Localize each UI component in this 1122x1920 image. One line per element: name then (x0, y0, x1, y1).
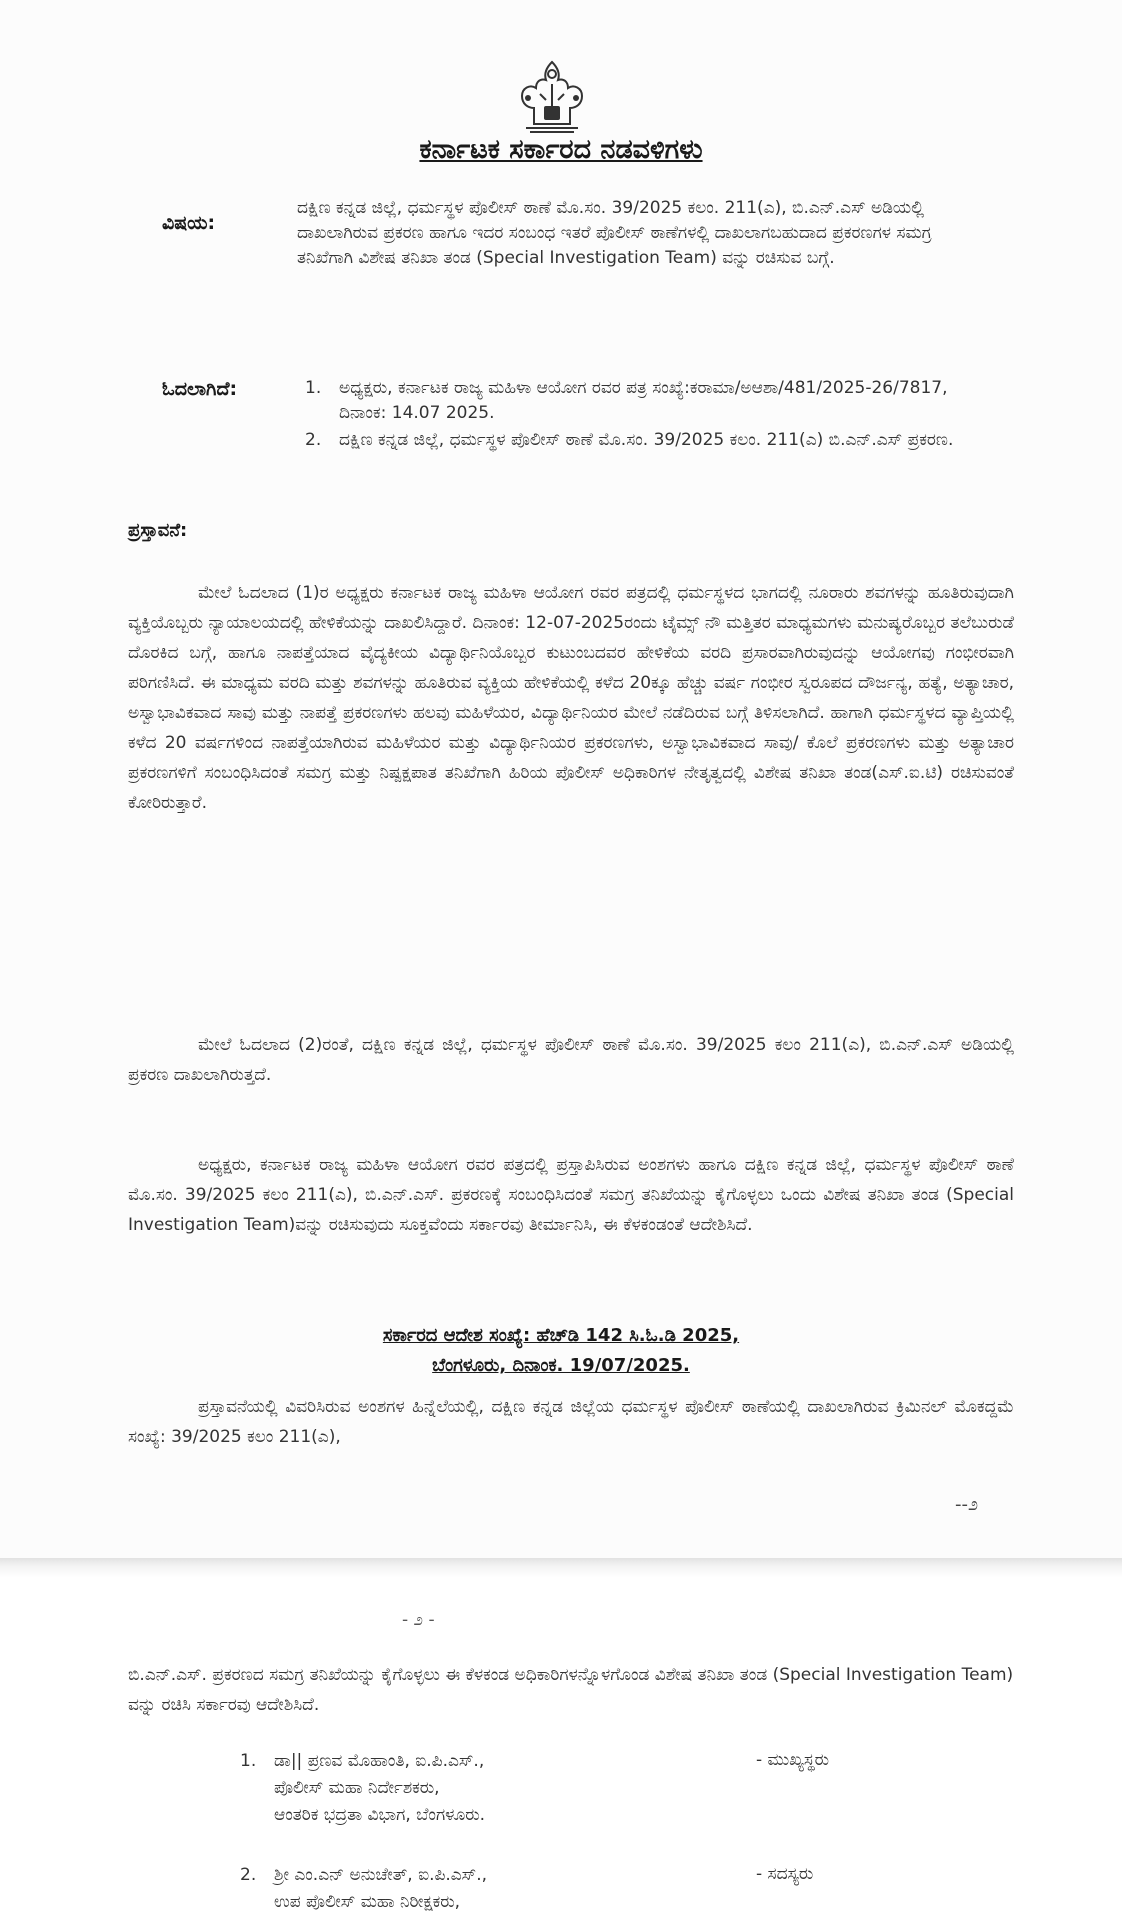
reference-item: 2. ದಕ್ಷಿಣ ಕನ್ನಡ ಜಿಲ್ಲೆ, ಧರ್ಮಸ್ಥಳ ಪೊಲೀಸ್ ಠಾಣೆ ಮೊ.ಸಂ. 39/2025 ಕಲಂ. 211(ಎ) ಬಿ.ಎನ್.ಎಸ್ ಪ್ರಕರಣ. (305, 430, 954, 450)
page-separator (0, 1558, 1122, 1578)
subject-label: ವಿಷಯ: (162, 212, 216, 234)
next-page-marker: --೨ (955, 1494, 979, 1515)
preamble-paragraph-2: ಮೇಲೆ ಓದಲಾದ (2)ರಂತೆ, ದಕ್ಷಿಣ ಕನ್ನಡ ಜಿಲ್ಲೆ, ಧರ್ಮಸ್ಥಳ ಪೊಲೀಸ್ ಠಾಣೆ ಮೊ.ಸಂ. 39/2025 ಕಲಂ 211(ಎ), ಬಿ.ಎನ್.ಎಸ್ ಅಡಿಯಲ್ಲಿ ಪ್ರಕರಣ ದಾಖಲಾಗಿರುತ್ತದೆ. (128, 1035, 1014, 1085)
member-item: 2. ಶ್ರೀ ಎಂ.ಎನ್ ಅನುಚೇತ್, ಐ.ಪಿ.ಎಸ್., ಉಪ ಪೊಲೀಸ್ ಮಹಾ ನಿರೀಕ್ಷಕರು, (240, 1865, 488, 1912)
subject-text: ದಕ್ಷಿಣ ಕನ್ನಡ ಜಿಲ್ಲೆ, ಧರ್ಮಸ್ಥಳ ಪೊಲೀಸ್ ಠಾಣೆ ಮೊ.ಸಂ. 39/2025 ಕಲಂ. 211(ಎ), ಬಿ.ಎನ್.ಎಸ್ ಅಡಿಯಲ್ಲಿ ದಾಖಲಾಗಿರುವ ಪ್ರಕರಣ ಹಾಗೂ ಇದರ ಸಂಬಂಧ ಇತರೆ ಪೊಲೀಸ್ ಠಾಣೆಗಳಲ್ಲಿ ದಾಖಲಾಗಬಹುದಾದ ಪ್ರಕರಣಗಳ ಸಮಗ್ರ ತನಿಖೆಗಾಗಿ ವಿಶೇಷ ತನಿಖಾ ತಂಡ (Special Investigation Team) ವನ್ನು ರಚಿಸುವ ಬಗ್ಗೆ. (297, 198, 932, 268)
document-heading: ಕರ್ನಾಟಕ ಸರ್ಕಾರದ ನಡವಳಿಗಳು (419, 134, 703, 165)
references-label: ಓದಲಾಗಿದೆ: (162, 378, 238, 400)
member-role: - ಸದಸ್ಯರು (756, 1864, 814, 1884)
order-place-date: ಬೆಂಗಳೂರು, ದಿನಾಂಕ. 19/07/2025. (432, 1355, 690, 1376)
preamble-paragraph-3: ಅಧ್ಯಕ್ಷರು, ಕರ್ನಾಟಕ ರಾಜ್ಯ ಮಹಿಳಾ ಆಯೋಗ ರವರ ಪತ್ರದಲ್ಲಿ ಪ್ರಸ್ತಾಪಿಸಿರುವ ಅಂಶಗಳು ಹಾಗೂ ದಕ್ಷಿಣ ಕನ್ನಡ ಜಿಲ್ಲೆ, ಧರ್ಮಸ್ಥಳ ಪೊಲೀಸ್ ಠಾಣೆ ಮೊ.ಸಂ. 39/2025 ಕಲಂ 211(ಎ), ಬಿ.ಎನ್.ಎಸ್. ಪ್ರಕರಣಕ್ಕೆ ಸಂಬಂಧಿಸಿದಂತೆ ಸಮಗ್ರ ತನಿಖೆಯನ್ನು ಕೈಗೊಳ್ಳಲು ಒಂದು ವಿಶೇಷ ತನಿಖಾ ತಂಡ (Special Investigation Team)ವನ್ನು ರಚಿಸುವುದು ಸೂಕ್ತವೆಂದು ಸರ್ಕಾರವು ತೀರ್ಮಾನಿಸಿ, ಈ ಕೆಳಕಂಡಂತೆ ಆದೇಶಿಸಿದೆ. (128, 1155, 1014, 1235)
page2-paragraph: ಬಿ.ಎನ್.ಎಸ್. ಪ್ರಕರಣದ ಸಮಗ್ರ ತನಿಖೆಯನ್ನು ಕೈಗೊಳ್ಳಲು ಈ ಕೆಳಕಂಡ ಅಧಿಕಾರಿಗಳನ್ನೊಳಗೊಂಡ ವಿಶೇಷ ತನಿಖಾ ತಂಡ (Special Investigation Team) ವನ್ನು ರಚಿಸಿ ಸರ್ಕಾರವು ಆದೇಶಿಸಿದೆ. (128, 1665, 1014, 1715)
government-emblem-icon (506, 54, 598, 138)
member-role: - ಮುಖ್ಯಸ್ಥರು (756, 1750, 829, 1770)
order-paragraph: ಪ್ರಸ್ತಾವನೆಯಲ್ಲಿ ವಿವರಿಸಿರುವ ಅಂಶಗಳ ಹಿನ್ನೆಲೆಯಲ್ಲಿ, ದಕ್ಷಿಣ ಕನ್ನಡ ಜಿಲ್ಲೆಯ ಧರ್ಮಸ್ಥಳ ಪೊಲೀಸ್ ಠಾಣೆಯಲ್ಲಿ ದಾಖಲಾಗಿರುವ ಕ್ರಿಮಿನಲ್ ಮೊಕದ್ದಮೆ ಸಂಖ್ಯೆ: 39/2025 ಕಲಂ 211(ಎ), (128, 1397, 1014, 1447)
page-number: - ೨ - (402, 1610, 435, 1630)
member-item: 1. ಡಾ|| ಪ್ರಣವ ಮೊಹಾಂತಿ, ಐ.ಪಿ.ಎಸ್., ಪೊಲೀಸ್ ಮಹಾ ನಿರ್ದೇಶಕರು, ಆಂತರಿಕ ಭದ್ರತಾ ವಿಭಾಗ, ಬೆಂಗಳೂರು. (240, 1751, 486, 1825)
preamble-label: ಪ್ರಸ್ತಾವನೆ: (128, 520, 188, 541)
references-list (305, 376, 955, 455)
reference-item: 1. ಅಧ್ಯಕ್ಷರು, ಕರ್ನಾಟಕ ರಾಜ್ಯ ಮಹಿಳಾ ಆಯೋಗ ರವರ ಪತ್ರ ಸಂಖ್ಯೆ:ಕರಾಮಾ/ಅಆಶಾ/481/2025-26/7817, ದಿನಾಂಕ: 14.07 2025. (305, 378, 948, 423)
preamble-paragraph-1: ಮೇಲೆ ಓದಲಾದ (1)ರ ಅಧ್ಯಕ್ಷರು ಕರ್ನಾಟಕ ರಾಜ್ಯ ಮಹಿಳಾ ಆಯೋಗ ರವರ ಪತ್ರದಲ್ಲಿ ಧರ್ಮಸ್ಥಳದ ಭಾಗದಲ್ಲಿ ನೂರಾರು ಶವಗಳನ್ನು ಹೂತಿರುವುದಾಗಿ ವ್ಯಕ್ತಿಯೊಬ್ಬರು ನ್ಯಾಯಾಲಯದಲ್ಲಿ ಹೇಳಿಕೆಯನ್ನು ದಾಖಲಿಸಿದ್ದಾರೆ. ದಿನಾಂಕ: 12-07-2025ರಂದು ಟೈಮ್ಸ್ ನೌ ಮತ್ತಿತರ ಮಾಧ್ಯಮಗಳು ಮನುಷ್ಯರೊಬ್ಬರ ತಲೆಬುರುಡೆ ದೊರಕಿದ ಬಗ್ಗೆ, ಹಾಗೂ ನಾಪತ್ತೆಯಾದ ವೈದ್ಯಕೀಯ ವಿದ್ಯಾರ್ಥಿನಿಯೊಬ್ಬರ ಕುಟುಂಬದವರ ಹೇಳಿಕೆಯ ವರದಿ ಪ್ರಸಾರವಾಗಿರುವುದನ್ನು ಆಯೋಗವು ಗಂಭೀರವಾಗಿ ಪರಿಗಣಿಸಿದೆ. ಈ ಮಾಧ್ಯಮ ವರದಿ ಮತ್ತು ಶವಗಳನ್ನು ಹೂತಿರುವ ವ್ಯಕ್ತಿಯ ಹೇಳಿಕೆಯಲ್ಲಿ ಕಳೆದ 20ಕ್ಕೂ ಹೆಚ್ಚು ವರ್ಷ ಗಂಭೀರ ಸ್ವರೂಪದ ದೌರ್ಜನ್ಯ, ಹತ್ಯೆ, ಅತ್ಯಾಚಾರ, ಅಸ್ವಾಭಾವಿಕವಾದ ಸಾವು ಮತ್ತು ನಾಪತ್ತೆ ಪ್ರಕರಣಗಳು ಹಲವು ಮಹಿಳೆಯರ, ವಿದ್ಯಾರ್ಥಿನಿಯರ ಮೇಲೆ ನಡೆದಿರುವ ಬಗ್ಗೆ ತಿಳಿಸಲಾಗಿದೆ. ಹಾಗಾಗಿ ಧರ್ಮಸ್ಥಳದ ವ್ಯಾಪ್ತಿಯಲ್ಲಿ ಕಳೆದ 20 ವರ್ಷಗಳಿಂದ ನಾಪತ್ತೆಯಾಗಿರುವ ಮಹಿಳೆಯರ ಮತ್ತು ವಿದ್ಯಾರ್ಥಿನಿಯರ ಪ್ರಕರಣಗಳು, ಅಸ್ವಾಭಾವಿಕವಾದ ಸಾವು/ ಕೊಲೆ ಪ್ರಕರಣಗಳು ಮತ್ತು ಅತ್ಯಾಚಾರ ಪ್ರಕರಣಗಳಿಗೆ ಸಂಬಂಧಿಸಿದಂತೆ ಸಮಗ್ರ ಮತ್ತು ನಿಷ್ಪಕ್ಷಪಾತ ತನಿಖೆಗಾಗಿ ಹಿರಿಯ ಪೊಲೀಸ್ ಅಧಿಕಾರಿಗಳ ನೇತೃತ್ವದಲ್ಲಿ ವಿಶೇಷ ತನಿಖಾ ತಂಡ(ಎಸ್.ಐ.ಟಿ) ರಚಿಸುವಂತೆ ಕೋರಿರುತ್ತಾರೆ. (128, 583, 1014, 813)
document-page-2 (0, 1578, 1122, 1920)
order-number: ಸರ್ಕಾರದ ಆದೇಶ ಸಂಖ್ಯೆ: ಹೆಚ್‌ಡಿ 142 ಸಿ.ಓ.ಡಿ 2025, (382, 1325, 740, 1346)
